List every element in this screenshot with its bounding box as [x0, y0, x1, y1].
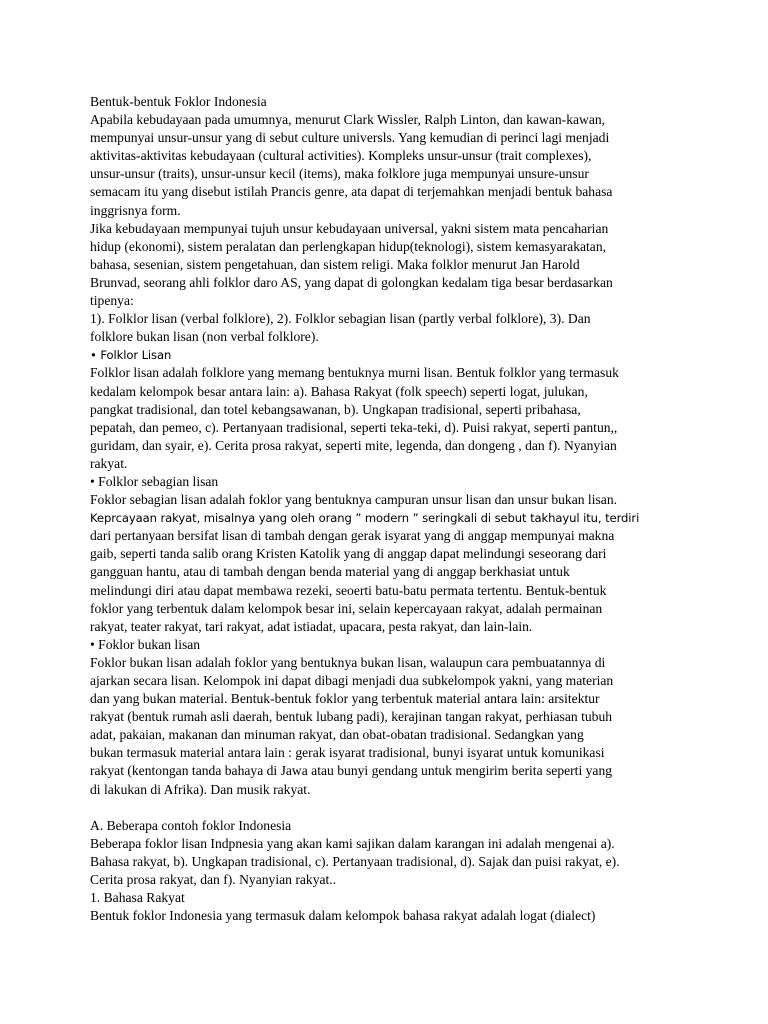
paragraph-line: di lakukan di Afrika). Dan musik rakyat.: [90, 781, 311, 797]
paragraph-line: adat, pakaian, makanan dan minuman rakyat, dan obat-obatan tradisional. Sedangkan yang: [90, 727, 584, 743]
paragraph-line: 1). Folklor lisan (verbal folklore), 2). Folklor sebagian lisan (partly verbal folklore), 3). Dan: [90, 311, 591, 327]
paragraph-line: pepatah, dan pemeo, c). Pertanyaan tradisional, seperti teka-teki, d). Puisi rakyat, seperti pantun,,: [90, 419, 618, 435]
doc-title: Bentuk-bentuk Foklor Indonesia: [90, 94, 267, 109]
paragraph-line: Brunvad, seorang ahli folklor daro AS, yang dapat di golongkan kedalam tiga besar berdasarkan: [90, 274, 613, 290]
paragraph-line: unsur-unsur (traits), unsur-unsur kecil (items), maka folklore juga mempunyai unsure-unsur: [90, 166, 589, 182]
paragraph-line: bahasa, sesenian, sistem pengetahuan, dan sistem religi. Maka folklor menurut Jan Harold: [90, 256, 580, 272]
paragraph-line: bukan termasuk material antara lain : gerak isyarat tradisional, bunyi isyarat untuk komunikasi: [90, 745, 605, 761]
paragraph-line: foklor yang terbentuk dalam kelompok besar ini, selain kepercayaan rakyat, adalah permainan: [90, 600, 603, 616]
paragraph-line: aktivitas-aktivitas kebudayaan (cultural activities). Kompleks unsur-unsur (trait complexes),: [90, 148, 592, 164]
paragraph-line: inggrisnya form.: [90, 202, 181, 218]
paragraph-line: kedalam kelompok besar antara lain: a). Bahasa Rakyat (folk speech) seperti logat, julukan,: [90, 383, 588, 399]
paragraph-line: Keprcayaan rakyat, misalnya yang oleh orang ” modern ” seringkali di sebut takhayul itu, terdiri: [90, 511, 640, 526]
document-page: [90, 93, 690, 925]
paragraph-line: dan yang bukan material. Bentuk-bentuk foklor yang terbentuk material antara lain: arsitektur: [90, 691, 600, 707]
paragraph-line: folklore bukan lisan (non verbal folklore).: [90, 329, 319, 345]
paragraph-line: ajarkan secara lisan. Kelompok ini dapat dibagi menjadi dua subkelompok yakni, yang materian: [90, 673, 614, 688]
paragraph-line: Foklor bukan lisan adalah foklor yang bentuknya bukan lisan, walaupun cara pembuatannya di: [90, 654, 606, 670]
section-heading-folklor-sebagian-lisan: • Folklor sebagian lisan: [90, 473, 219, 489]
section-heading-foklor-bukan-lisan: • Foklor bukan lisan: [90, 636, 201, 652]
paragraph-line: Foklor sebagian lisan adalah foklor yang bentuknya campuran unsur lisan dan unsur bukan lisan.: [90, 492, 618, 508]
paragraph-line: melindungi diri atau dapat membawa rezeki, seoerti batu-batu permata tertentu. Bentuk-bentuk: [90, 582, 607, 598]
paragraph-line: Bentuk foklor Indonesia yang termasuk dalam kelompok bahasa rakyat adalah logat (dialect): [90, 908, 596, 924]
paragraph-line: rakyat (bentuk rumah asli daerah, bentuk lubang padi), kerajinan tangan rakyat, perhiasan tubuh: [90, 709, 613, 725]
paragraph-line: Folklor lisan adalah folklore yang memang bentuknya murni lisan. Bentuk folklor yang termasuk: [90, 365, 619, 381]
paragraph-line: pangkat tradisional, dan totel kebangsawanan, b). Ungkapan tradisional, seperti pribahasa,: [90, 401, 581, 417]
paragraph-line: Apabila kebudayaan pada umumnya, menurut Clark Wissler, Ralph Linton, dan kawan-kawan,: [90, 112, 606, 128]
paragraph-line: mempunyai unsur-unsur yang di sebut culture universls. Yang kemudian di perinci lagi menjadi: [90, 130, 610, 146]
paragraph-line: rakyat.: [90, 455, 128, 471]
paragraph-line: guridam, dan syair, e). Cerita prosa rakyat, seperti mite, legenda, dan dongeng , dan f). Nyanyian: [90, 437, 617, 453]
section-heading-folklor-lisan: • Folklor Lisan: [90, 348, 172, 363]
paragraph-line: rakyat (kentongan tanda bahaya di Jawa atau bunyi gendang untuk mengirim berita seperti yang: [90, 763, 613, 779]
paragraph-line: tipenya:: [90, 293, 134, 309]
paragraph-line: rakyat, teater rakyat, tari rakyat, adat istiadat, upacara, pesta rakyat, dan lain-lain.: [90, 618, 533, 634]
paragraph-line: gangguan hantu, atau di tambah dengan benda material yang di anggap berkhasiat untuk: [90, 564, 570, 580]
paragraph-line: dari pertanyaan bersifat lisan di tambah dengan gerak isyarat yang di anggap mempunyai makna: [90, 528, 615, 544]
paragraph-line: gaib, seperti tanda salib orang Kristen Katolik yang di anggap dapat melindungi seseorang dari: [90, 546, 607, 562]
paragraph-line: semacam itu yang disebut istilah Prancis genre, ata dapat di terjemahkan menjadi bentuk bahasa: [90, 184, 613, 200]
paragraph-line: Bahasa rakyat, b). Ungkapan tradisional, c). Pertanyaan tradisional, d). Sajak dan puisi rakyat, e).: [90, 853, 620, 869]
section-heading-contoh-foklor: A. Beberapa contoh foklor Indonesia: [90, 817, 292, 833]
subsection-heading-bahasa-rakyat: 1. Bahasa Rakyat: [90, 890, 185, 906]
paragraph-line: Beberapa foklor lisan Indpnesia yang akan kami sajikan dalam karangan ini adalah mengenai a).: [90, 835, 615, 851]
paragraph-line: Cerita prosa rakyat, dan f). Nyanyian rakyat..: [90, 872, 337, 888]
paragraph-line: Jika kebudayaan mempunyai tujuh unsur kebudayaan universal, yakni sistem mata pencaharian: [90, 220, 609, 236]
blank-line: [90, 799, 690, 817]
paragraph-line: hidup (ekonomi), sistem peralatan dan perlengkapan hidup(teknologi), sistem kemasyarakatan,: [90, 238, 607, 254]
